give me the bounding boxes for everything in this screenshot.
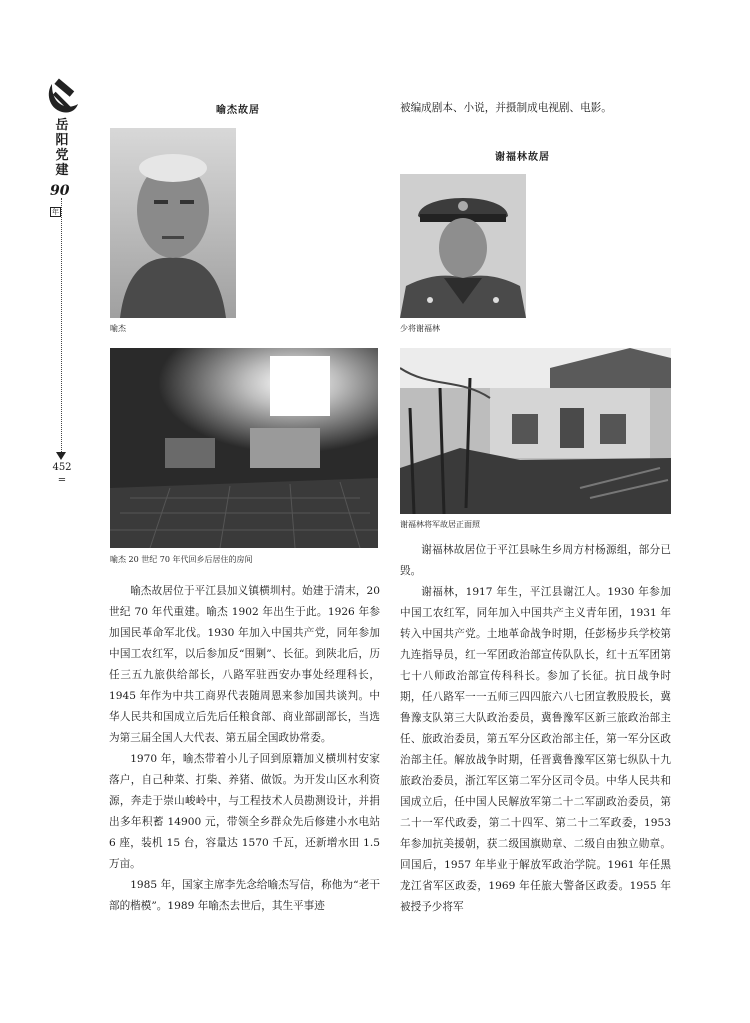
yu-jie-paragraph-2: 1970 年，喻杰带着小儿子回到原籍加义横圳村安家落户，自己种菜、打柴、养猪、做饭。为开发山区水利资源，奔走于崇山峻岭中，与工程技术人员勘测设计，并捐出多年积蓄 14900 元，带领全乡群众先后修建小水电站 6 座，装机 15 台，容量达 1570 千瓦，还新增水田 1.5 万亩。: [109, 753, 380, 870]
xie-fulin-paragraph-1: 谢福林故居位于平江县咏生乡周方村杨源组，部分已毁。: [400, 544, 671, 577]
xie-fulin-portrait-photo: [400, 174, 526, 318]
yu-jie-article: [109, 581, 380, 917]
xie-fulin-former-residence-heading: 谢福林故居: [495, 152, 550, 163]
margin-dotted-rule: [61, 198, 62, 452]
down-triangle-icon: [56, 452, 66, 460]
xie-fulin-house-photo: [400, 348, 671, 514]
hammer-sickle-emblem-icon: [44, 78, 80, 116]
xie-fulin-portrait-caption: 少将谢福林: [400, 324, 440, 333]
xie-fulin-article: [400, 540, 671, 918]
ninety-years-badge: 90年: [50, 183, 70, 216]
yu-jie-paragraph-continued: 被编成剧本、小说，并摄制成电视剧、电影。: [400, 102, 612, 114]
yu-jie-room-caption: 喻杰 20 世纪 70 年代回乡后居住的房间: [110, 555, 253, 564]
vertical-series-title: 岳 阳 党 建: [55, 118, 69, 178]
yu-jie-room-photo: [110, 348, 378, 548]
yu-jie-portrait-caption: 喻杰: [110, 324, 126, 333]
xie-fulin-house-caption: 谢福林将军故居正面照: [400, 520, 480, 529]
xie-fulin-paragraph-2: 谢福林，1917 年生，平江县谢江人。1930 年参加中国工农红军，同年加入中国共产主义青年团，1931 年转入中国共产党。土地革命战争时期，任彭杨步兵学校第九连指导员，红一军团政治部宣传队队长，红十五军团第七十八师政治部宣传科科长。参加了长征。抗日战争时期，任八路军一一五师三四四旅六八七团宣教股股长，冀鲁豫支队第三大队政治委员，冀鲁豫军区新三旅政治部主任、旅政治委员，第五军分区政治部主任，第一军分区政治部主任。解放战争时期，任晋冀鲁豫军区第七纵队十九旅政治委员，浙江军区第二军分区司令员。中华人民共和国成立后，任中国人民解放军第二十二军副政治委员，第二十一军代政委，第二十四军、第二十二军政委，1953 年参加抗美援朝，获二级国旗勋章、二级自由独立勋章。回国后，1957 年毕业于解放军政治学院。1961 年任黑龙江省军区政委，1969 年任旅大警备区政委。1955 年被授予少将军: [400, 586, 671, 913]
page-number: 452: [52, 462, 72, 473]
yu-jie-paragraph-3: 1985 年，国家主席李先念给喻杰写信，称他为“老干部的楷模”。1989 年喻杰去世后，其生平事迹: [109, 879, 380, 912]
page-number-mark: =: [57, 475, 67, 486]
yu-jie-paragraph-1: 喻杰故居位于平江县加义镇横圳村。始建于清末，20 世纪 70 年代重建。喻杰 1902 年出生于此。1926 年参加国民革命军北伐。1930 年加入中国共产党，同年参加中国工农红军，以后参加反“围剿”、长征。到陕北后，历任三五九旅供给部长，八路军驻西安办事处经理科长，1945 年作为中共工商界代表随周恩来参加国共谈判。中华人民共和国成立后先后任粮食部、商业部副部长，当选为第三届全国人大代表、第五届全国政协常委。: [109, 585, 380, 744]
yu-jie-portrait-photo: [110, 128, 236, 318]
yu-jie-former-residence-heading: 喻杰故居: [216, 105, 260, 116]
